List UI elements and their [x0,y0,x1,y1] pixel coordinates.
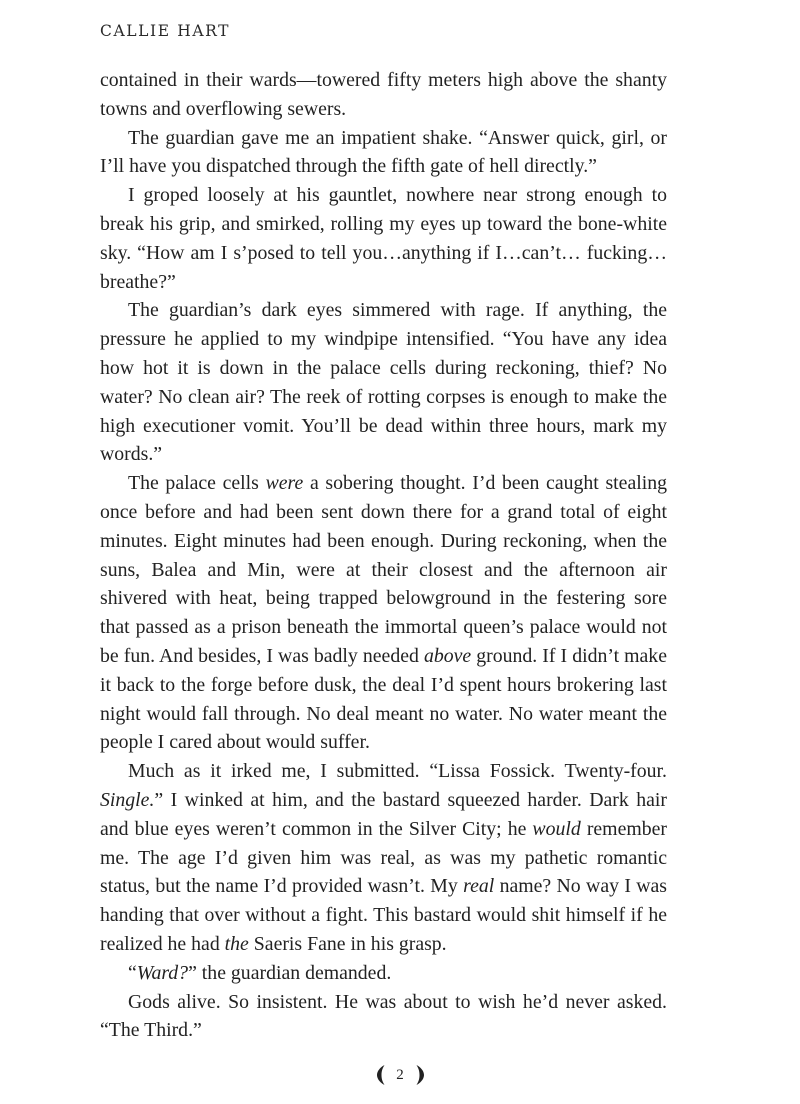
paragraph [100,296,667,469]
text-run: a sobering thought. I’d been caught stealing once before and had been sent down there for a grand total of eight minutes. Eight minutes had been enough. During reckoning, when the suns, Balea and Min, were at their closest and the afternoon air shivered with heat, being trapped belowground in the festering sore that passed as a prison beneath the immortal queen’s palace would not be fun. And besides, I was badly needed [100,472,667,667]
italic-text-run: Ward? [136,961,189,984]
paragraph [100,124,667,182]
text-run: Saeris Fane in his grasp. [248,932,447,955]
text-run: The palace cells [128,472,266,495]
paragraph [100,469,667,757]
paragraph [100,757,667,959]
italic-text-run: real [463,875,495,898]
italic-text-run: above [423,644,472,667]
italic-text-run: would [532,817,581,840]
text-run: “ [128,961,137,984]
italic-text-run: the [224,932,249,955]
text-run: I groped loosely at his gauntlet, nowhere near strong enough to break his grip, and smirked, rolling my eyes up toward the bone-white sky. “How am I s’posed to tell you…anything if I…can’t… fucking…breathe?” [100,184,667,293]
italic-text-run: Single. [100,788,155,811]
text-run: Gods alive. So insistent. He was about to wish he’d never asked. “The Third.” [100,990,667,1042]
text-run: name? No way I was handing that over without a fight. This bastard would shit himself if he realized he had [100,875,667,955]
text-run: The guardian’s dark eyes simmered with rage. If anything, the pressure he applied to my windpipe intensified. “You have any idea how hot it is down in the palace cells during reckoning, thief? No water? No clean air? The reek of rotting corpses is enough to make the high executioner vomit. You’ll be dead within three hours, mark my words.” [100,299,667,466]
text-run: ” the guardian demanded. [188,961,392,984]
page-footer [0,1064,800,1086]
text-run: Much as it irked me, I submitted. “Lissa Fossick. Twenty-four. [128,760,667,783]
italic-text-run: were [265,472,304,495]
running-head: CALLIE HART [100,22,231,40]
right-bracket-ornament-icon [415,1064,425,1086]
left-bracket-ornament-icon [376,1064,386,1086]
text-run: remember me. The age I’d given him was real, as was my pathetic romantic status, but the name I’d provided wasn’t. My [100,817,667,898]
paragraph [100,66,667,124]
text-run: ground. If I didn’t make it back to the forge before dusk, the deal I’d spent hours brokering last night would fall through. No deal meant no water. No water meant the people I cared about would suffer. [100,644,667,754]
page-number: 2 [396,1066,404,1083]
paragraph [100,181,667,296]
paragraph [100,988,667,1046]
paragraph [100,959,667,988]
text-run: The guardian gave me an impatient shake. “Answer quick, girl, or I’ll have you dispatched through the fifth gate of hell directly.” [100,126,667,178]
body-text [100,66,667,1045]
text-run: contained in their wards—towered fifty meters high above the shanty towns and overflowing sewers. [100,69,667,120]
text-run: ” I winked at him, and the bastard squeezed harder. Dark hair and blue eyes weren’t common in the Silver City; he [100,788,667,840]
